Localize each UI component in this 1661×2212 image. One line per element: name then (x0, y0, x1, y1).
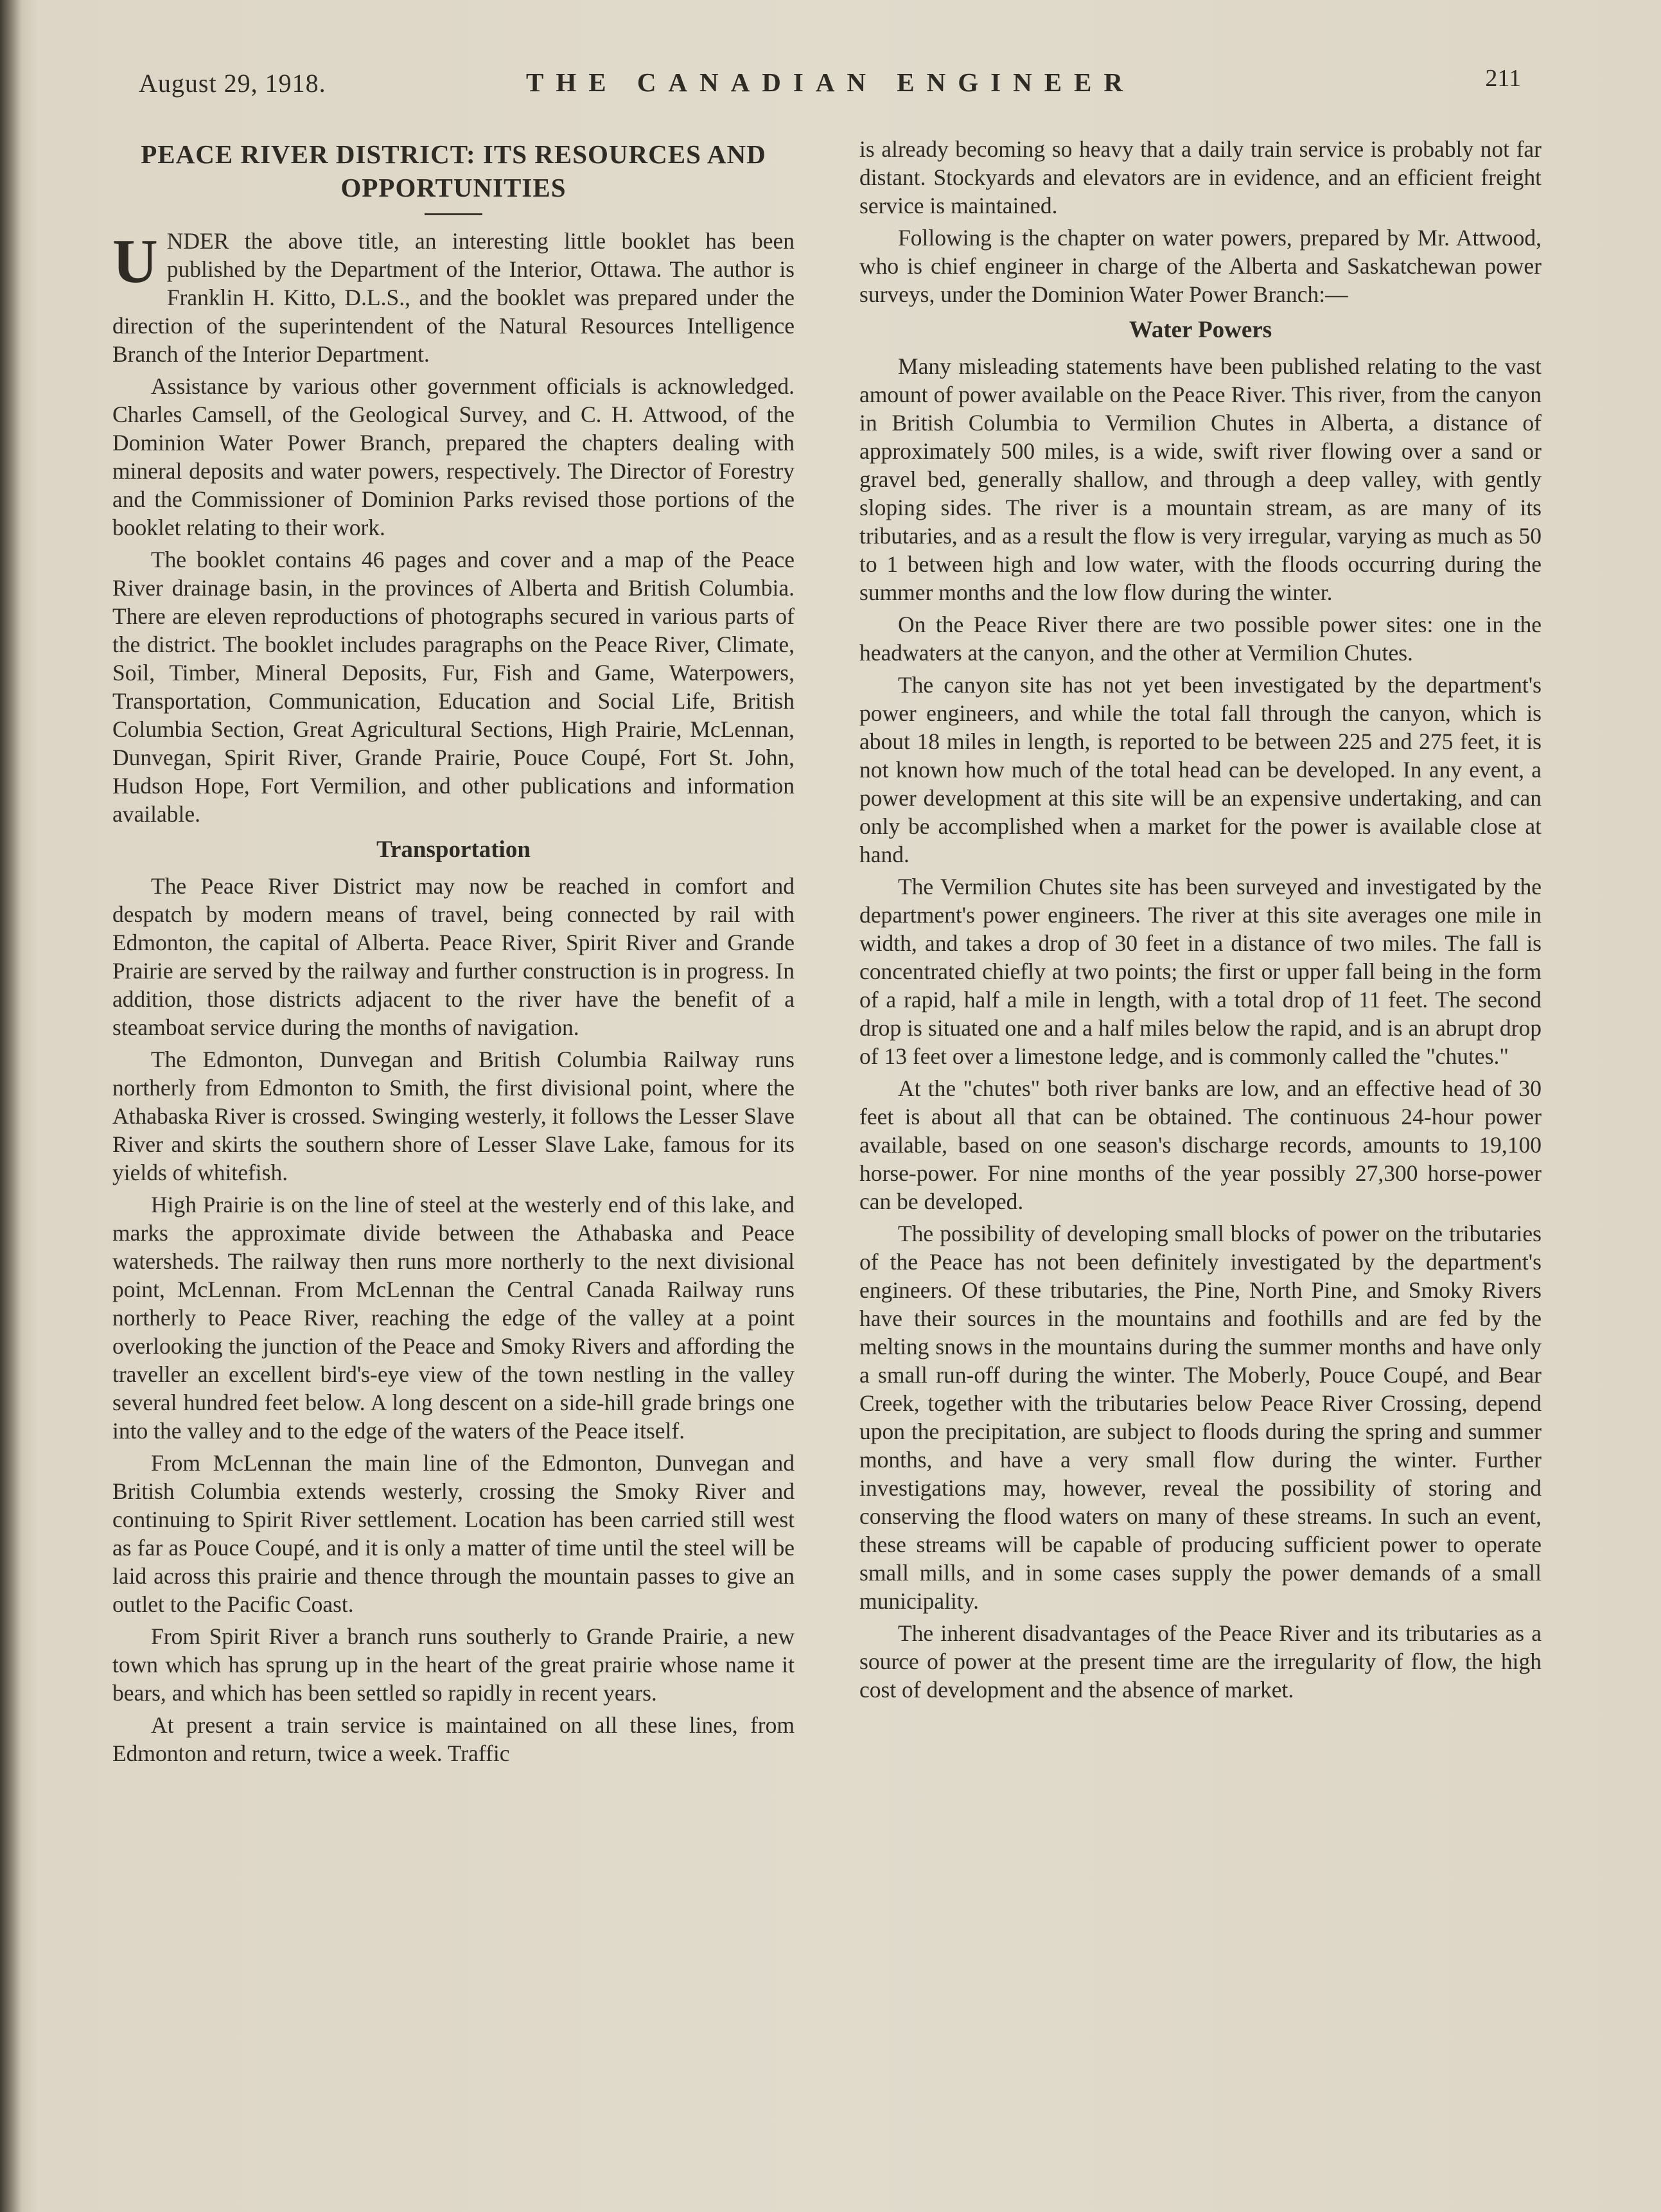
water-paragraph-3: The canyon site has not yet been investigated by the department's power engineers, and while the total fall through the canyon, which is about 18 miles in length, is reported to be between 225 and 275 feet, it is not known how much of the total head can be developed. In any event, a power development at this site will be an expensive undertaking, and can only be accomplished when a market for the power is available close at hand. (859, 672, 1542, 867)
section-heading-water-powers: Water Powers (1129, 317, 1272, 343)
water-paragraph-1: Many misleading statements have been published relating to the vast amount of power available on the Peace River. This river, from the canyon in British Columbia to Vermilion Chutes in Alberta, a distance of approximately 500 miles, is a wide, swift river flowing over a sand or gravel bed, generally shallow, and through a deep valley, with gently sloping sides. The river is a mountain stream, as are many of its tributaries, and as a result the flow is very irregular, varying as much as 50 to 1 between high and low water, with the floods occurring during the summer months and the low flow during the winter. (859, 353, 1542, 605)
water-paragraph-2: On the Peace River there are two possible power sites: one in the headwaters at the canyon, and the other at Vermilion Chutes. (859, 612, 1542, 666)
transport-paragraph-5: From Spirit River a branch runs southerly to Grande Prairie, a new town which has sprung up in the heart of the great prairie whose name it bears, and which has been settled so rapidly in recent years. (112, 1624, 795, 1706)
water-paragraph-7: The inherent disadvantages of the Peace River and its tributaries as a source of power at the present time are the irregularity of flow, the high cost of development and the absence of market. (859, 1620, 1542, 1703)
drop-cap: U (112, 227, 158, 296)
water-paragraph-6: The possibility of developing small blocks of power on the tributaries of the Peace has not been definitely investigated by the department's engineers. Of these tributaries, the Pine, North Pine, and Smoky Rivers have their sources in the mountains and foothills and are fed by the melting snows in the mountains during the summer months and have only a small run-off during the winter. The Moberly, Pouce Coupé, and Bear Creek, together with the tributaries below Peace River Crossing, depend upon the precipitation, are subject to floods during the spring and summer months, and have a very small flow during the winter. Further investigations may, however, reveal the possibility of storing and conserving the flood waters on many of these streams. In such an event, these streams will be capable of producing sufficient power to operate small mills, and in some cases supply the power demands of a small municipality. (859, 1221, 1542, 1614)
transport-paragraph-2: The Edmonton, Dunvegan and British Columbia Railway runs northerly from Edmonton to Smith, the first divisional point, where the Athabaska River is crossed. Swinging westerly, it follows the Lesser Slave River and skirts the southern shore of Lesser Slave Lake, famous for its yields of whitefish. (112, 1047, 795, 1185)
issue-date: August 29, 1918. (139, 69, 326, 98)
transport-paragraph-6: At present a train service is maintained on all these lines, from Edmonton and return, twice a week. Traffic (112, 1712, 795, 1766)
title-divider (425, 213, 482, 215)
transport-paragraph-1: The Peace River District may now be reached in comfort and despatch by modern means of travel, being connected by rail with Edmonton, the capital of Alberta. Peace River, Spirit River and Grande Prairie are served by the railway and further construction is in progress. In addition, those districts adjacent to the river have the benefit of a steamboat service during the months of navigation. (112, 873, 795, 1040)
left-column (112, 135, 795, 1771)
intro-paragraph-2: Assistance by various other government officials is acknowledged. Charles Camsell, of the Geological Survey, and C. H. Attwood, of the Dominion Water Power Branch, prepared the chapters dealing with mineral deposits and water powers, respectively. The Director of Forestry and the Commissioner of Dominion Parks revised those portions of the booklet relating to their work. (112, 373, 795, 540)
running-header (135, 64, 1526, 109)
section-heading-transportation: Transportation (376, 836, 531, 863)
right-column (859, 135, 1542, 1708)
intro-paragraph-1 (112, 227, 795, 368)
water-paragraph-5: At the "chutes" both river banks are low, and an effective head of 30 feet is about all that can be obtained. The continuous 24-hour power available, based on one season's discharge records, amounts to 19,100 horse-power. For nine months of the year possibly 27,300 horse-power can be developed. (859, 1075, 1542, 1214)
journal-title: THE CANADIAN ENGINEER (525, 67, 1135, 97)
transport-paragraph-3: High Prairie is on the line of steel at the westerly end of this lake, and marks the approximate divide between the Athabaska and Peace watersheds. The railway then runs more northerly to the next divisional point, McLennan. From McLennan the Central Canada Railway runs northerly to Peace River, reaching the edge of the valley at a point overlooking the junction of the Peace and Smoky Rivers and affording the traveller an excellent bird's-eye view of the town nestling in the valley several hundred feet below. A long descent on a side-hill grade brings one into the valley and to the edge of the waters of the Peace itself. (112, 1192, 795, 1444)
article-title: PEACE RIVER DISTRICT: ITS RESOURCES AND OPPORTUNITIES (141, 139, 766, 202)
page-number: 211 (1485, 65, 1521, 92)
transport-paragraph-4: From McLennan the main line of the Edmonton, Dunvegan and British Columbia extends westerly, crossing the Smoky River and continuing to Spirit River settlement. Location has been carried still west as far as Pouce Coupé, and it is only a matter of time until the steel will be laid across this prairie and thence through the mountain passes to give an outlet to the Pacific Coast. (112, 1450, 795, 1617)
transport-paragraph-7: Following is the chapter on water powers, prepared by Mr. Attwood, who is chief engineer in charge of the Alberta and Saskatchewan power surveys, under the Dominion Water Power Branch:— (859, 225, 1542, 307)
transport-paragraph-6-continued: is already becoming so heavy that a daily train service is probably not far distant. Stockyards and elevators are in evidence, and an efficient freight service is maintained. (859, 136, 1542, 218)
intro-paragraph-3: The booklet contains 46 pages and cover and a map of the Peace River drainage basin, in the provinces of Alberta and British Columbia. There are eleven reproductions of photographs secured in various parts of the district. The booklet includes paragraphs on the Peace River, Climate, Soil, Timber, Mineral Deposits, Fur, Fish and Game, Waterpowers, Transportation, Communication, Education and Social Life, British Columbia Section, Great Agricultural Sections, High Prairie, McLennan, Dunvegan, Spirit River, Grande Prairie, Pouce Coupé, Fort St. John, Hudson Hope, Fort Vermilion, and other publications and information available. (112, 547, 795, 827)
water-paragraph-4: The Vermilion Chutes site has been surveyed and investigated by the department's power engineers. The river at this site averages one mile in width, and takes a drop of 30 feet in a distance of two miles. The fall is concentrated chiefly at two points; the first or upper fall being in the form of a rapid, half a mile in length, with a total drop of 11 feet. The second drop is situated one and a half miles below the rapid, and is an abrupt drop of 13 feet over a limestone ledge, and is commonly called the "chutes." (859, 874, 1542, 1069)
intro-paragraph-1-text: NDER the above title, an interesting little booklet has been published by the Department of the Interior, Ottawa. The author is Franklin H. Kitto, D.L.S., and the booklet was prepared under the direction of the superintendent of the Natural Resources Intelligence Branch of the Interior Department. (112, 228, 795, 367)
